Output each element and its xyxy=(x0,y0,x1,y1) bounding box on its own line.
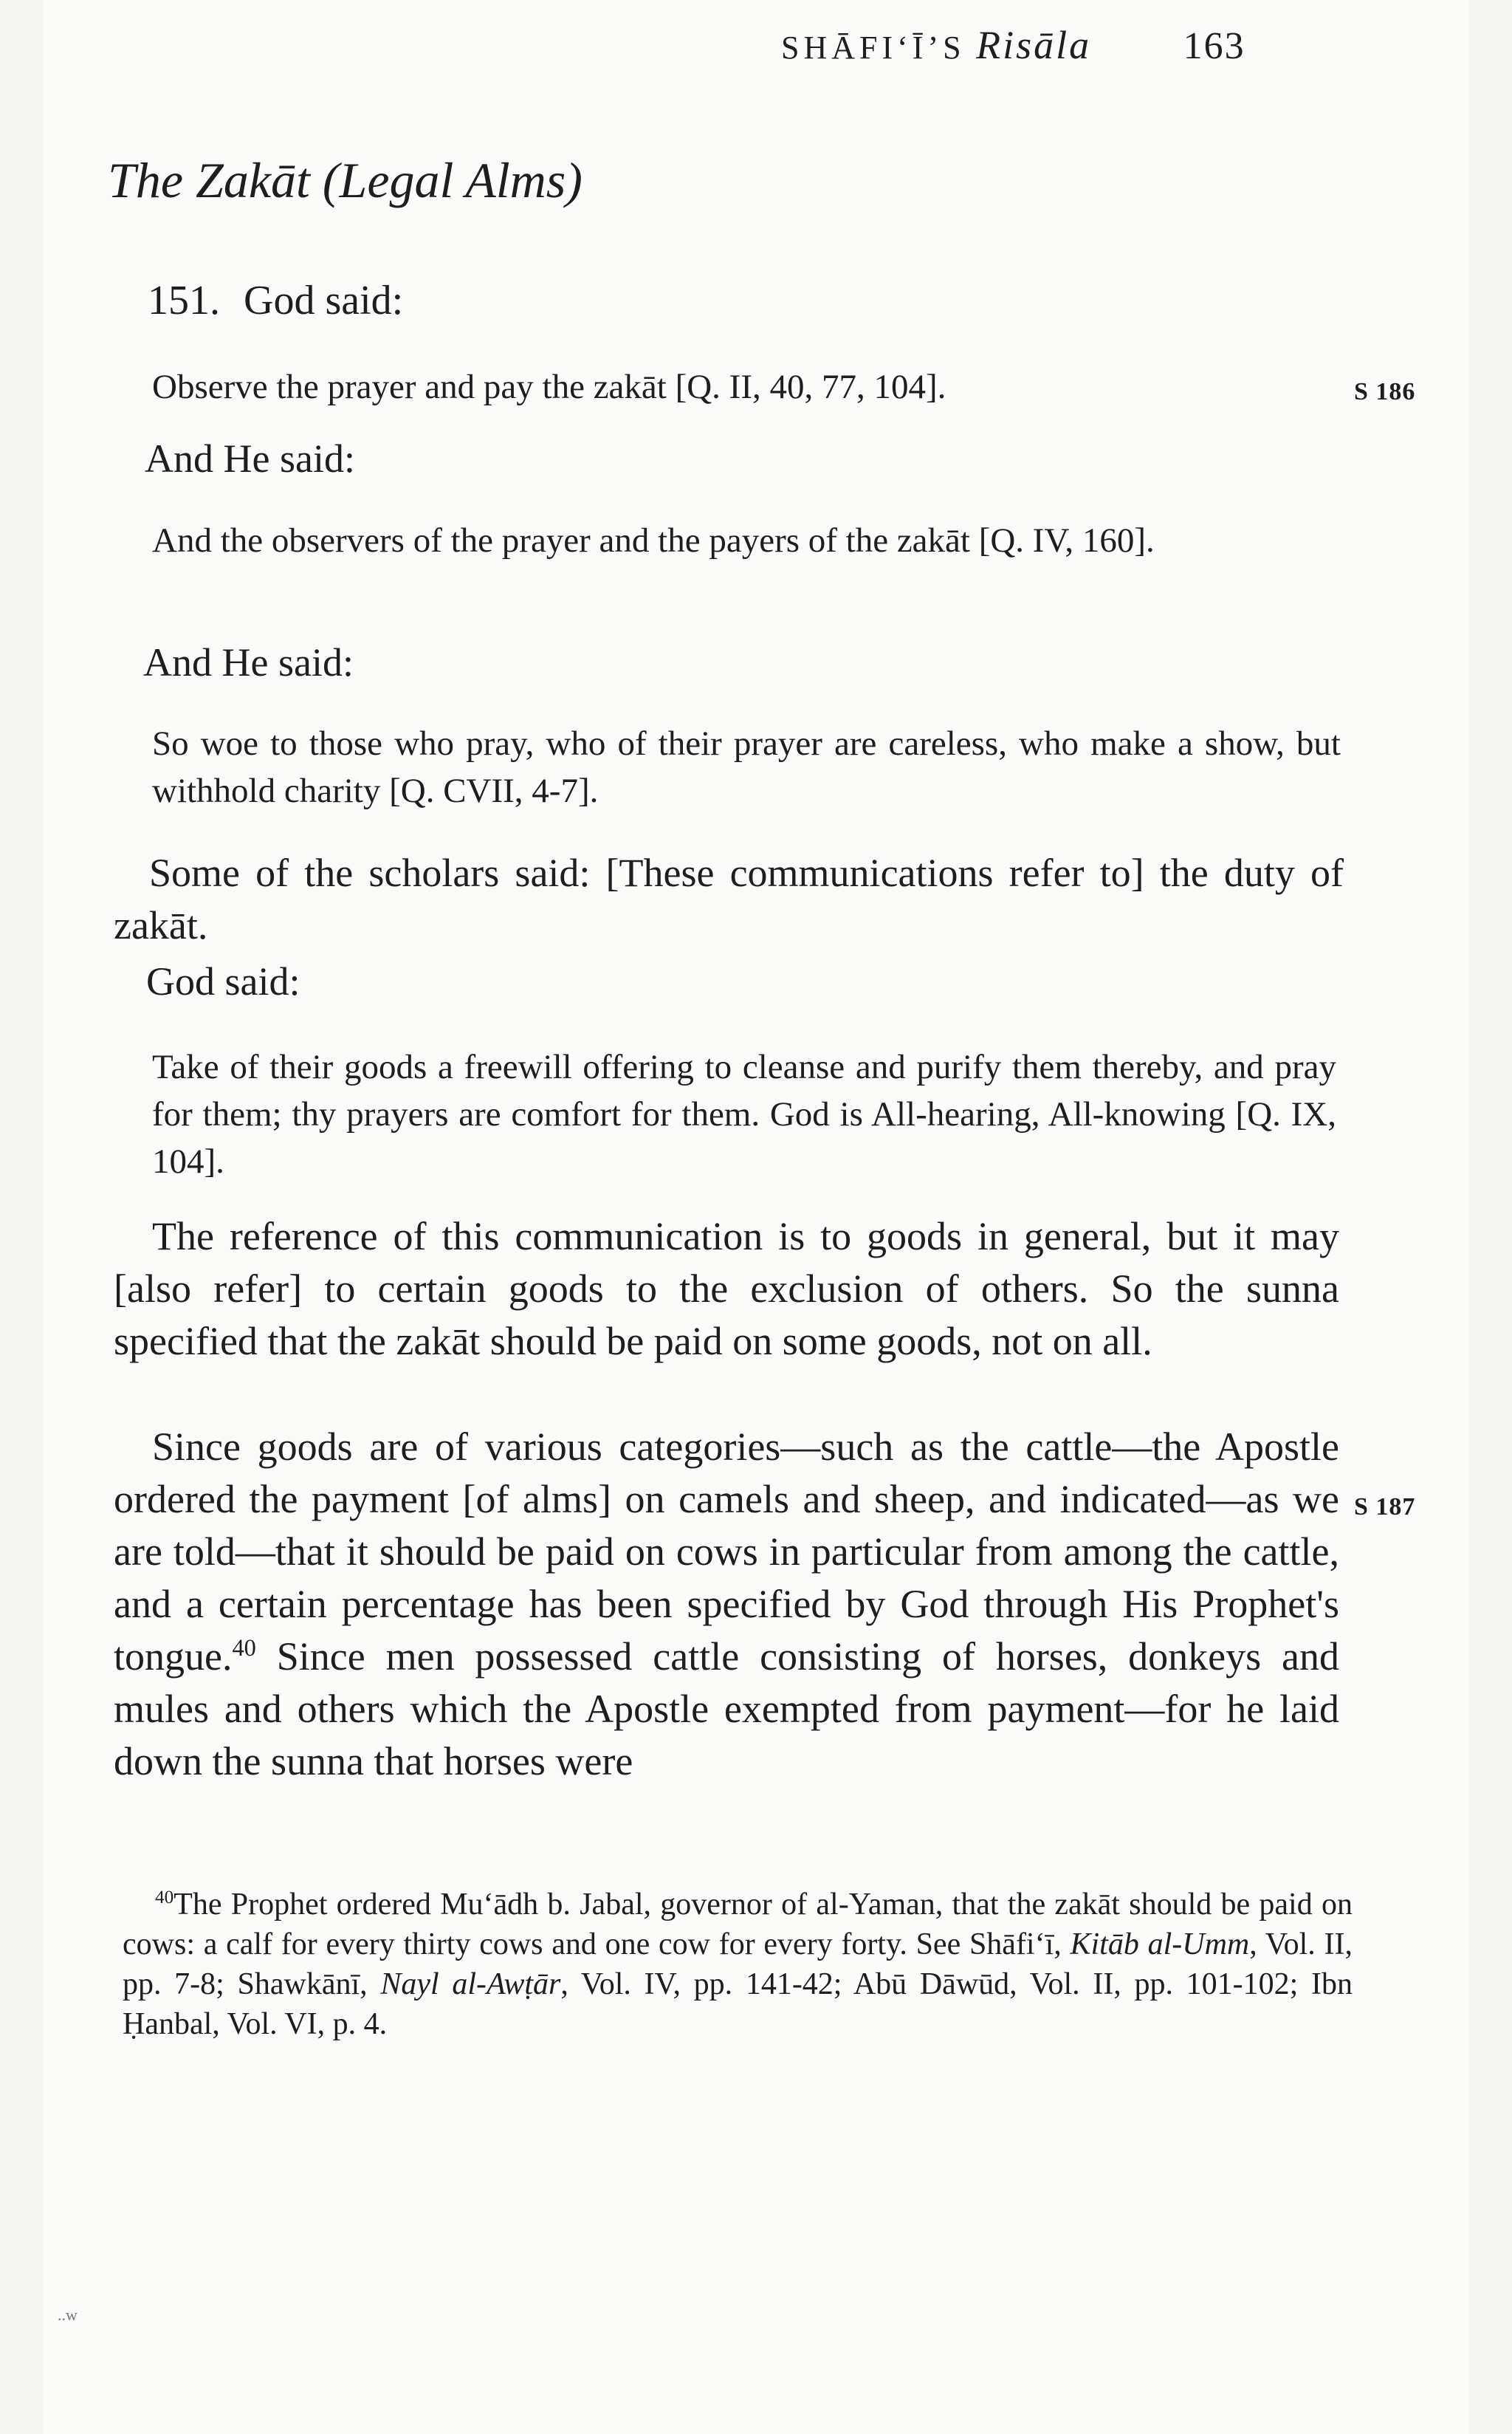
quote-3: So woe to those who pray, who of their prayer are careless, who make a show, but withhold charity [Q. CVII, 4-7]. xyxy=(152,724,1341,810)
paragraph-since-part-b: Since men possessed cattle consisting of horses, donkeys and mules and others which the Apostle exempted from payment—for he laid down the sunna that horses were xyxy=(114,1634,1339,1783)
footnote-reference-40: 40 xyxy=(232,1635,256,1662)
god-said-1: God said: xyxy=(244,278,404,323)
footnote-40 xyxy=(123,1885,1353,2044)
running-head xyxy=(781,22,1245,68)
page-number: 163 xyxy=(1183,25,1245,67)
paragraph-reference: The reference of this communication is to goods in general, but it may [also refer] to certain goods to the exclusion of others. So the sunna specified that the zakāt should be paid on some goods, not on all. xyxy=(114,1214,1339,1363)
margin-note-s186: S 186 xyxy=(1354,378,1416,405)
running-head-author: SHĀFI‘Ī’S xyxy=(781,30,966,66)
footnote-title-kitab-al-umm: Kitāb al-Umm xyxy=(1070,1927,1250,1961)
running-head-work: Risāla xyxy=(976,23,1092,67)
he-said-1: And He said: xyxy=(145,436,355,481)
paragraph-number xyxy=(148,277,403,324)
footnote-text-c: , Vol. IV, pp. 141-42; Abū Dāwūd, Vol. II, pp. 101-102; Ibn Ḥanbal, Vol. VI, p. 4. xyxy=(123,1967,1353,2041)
footnote-title-nayl-al-awtar: Nayl al-Awṭār xyxy=(380,1967,561,2001)
stray-mark: ..w xyxy=(58,2306,78,2324)
quote-2: And the observers of the prayer and the payers of the zakāt [Q. IV, 160]. xyxy=(152,521,1155,560)
he-said-2: And He said: xyxy=(143,640,354,685)
paragraph-number-label: 151. xyxy=(148,278,220,323)
god-said-2: God said: xyxy=(146,959,300,1004)
paragraph-since xyxy=(114,1421,1339,1788)
footnote-marker: 40 xyxy=(155,1888,174,1907)
section-title: The Zakāt (Legal Alms) xyxy=(108,152,583,208)
footnote-text-a: The Prophet ordered Mu‘ādh b. Jabal, governor of al-Yaman, that the zakāt should be paid on cows: a calf for every thirty cows and one cow for every forty. See Shāfi‘ī, xyxy=(123,1888,1353,1961)
paragraph-scholars: Some of the scholars said: [These communications refer to] the duty of zakāt. xyxy=(114,851,1344,947)
paragraph-since-part-a: Since goods are of various categories—such as the cattle—the Apostle ordered the payment [of alms] on camels and sheep, and indicated—as we are told—that it should be paid on cows in particular from among the cattle, and a certain percentage has been specified by God through His Prophet's tongue. xyxy=(114,1425,1339,1679)
footnote-text-b: , Vol. II, pp. 7-8; Shawkānī, xyxy=(123,1927,1353,2001)
quote-1: Observe the prayer and pay the zakāt [Q. II, 40, 77, 104]. xyxy=(152,368,946,406)
quote-4: Take of their goods a freewill offering to cleanse and purify them thereby, and pray for them; thy prayers are comfort for them. God is All-hearing, All-knowing [Q. IX, 104]. xyxy=(152,1048,1336,1181)
book-page xyxy=(43,0,1469,2434)
margin-note-s187: S 187 xyxy=(1354,1493,1416,1521)
